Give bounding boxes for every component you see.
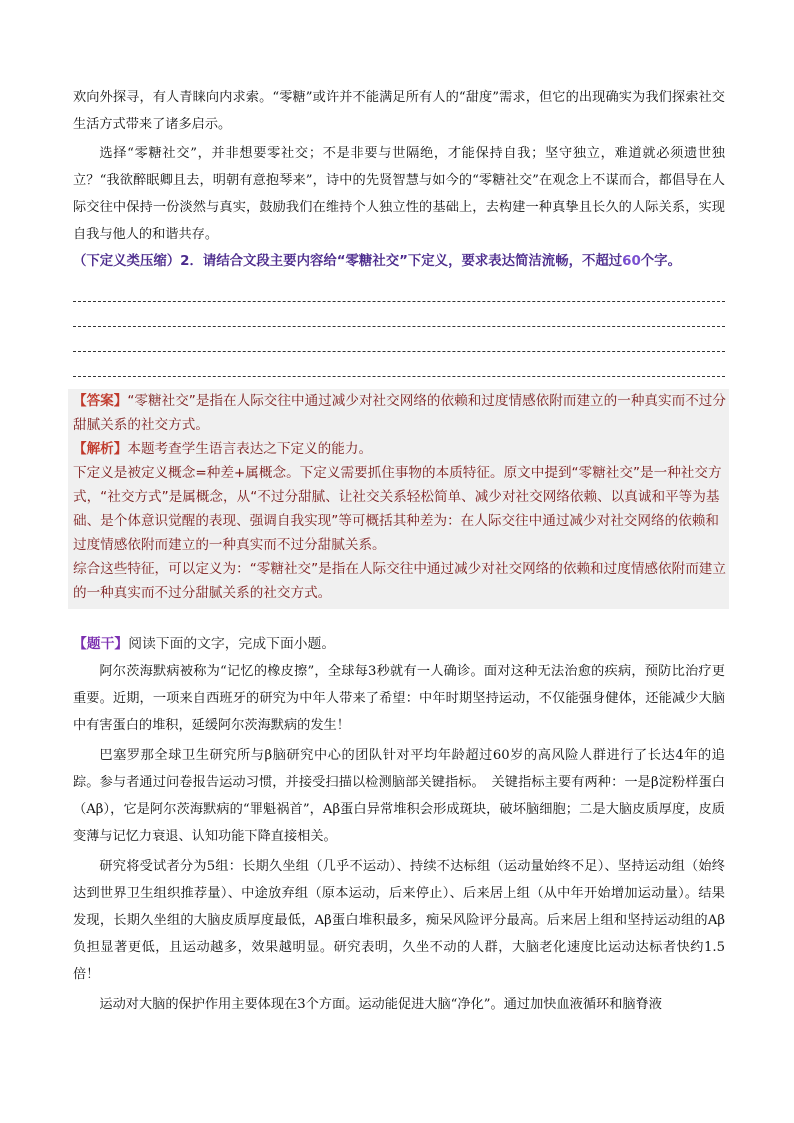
answer-row [73,389,729,437]
question-2 [73,249,725,275]
answer-blank-lines [73,277,725,377]
answer-text: “零糖社交”是指在人际交往中通过减少对社交网络的依赖和过度情感依附而建立的一种真实而不过分甜腻关系的社交方式。 [73,393,726,433]
passage2-paragraph-3: 研究将受试者分为5组：长期久坐组（几乎不运动）、持续不达标组（运动量始终不足）、坚持运动组（始终达到世界卫生组织推荐量）、中途放弃组（原本运动，后来停止）、后来居上组（从中年开始增加运动量）。结果发现，长期久坐组的大脑皮质厚度最低，Aβ蛋白堆积最多，痴呆风险评分最高。后来居上组和坚持运动组的Aβ负担显著更低，且运动越多，效果越明显。研究表明，久坐不动的人群，大脑老化速度比运动达标者快约1.5倍！ [73,859,725,982]
answer-analysis-box [68,389,729,609]
blank-line[interactable] [73,352,725,377]
passage2-paragraph-2: 巴塞罗那全球卫生研究所与β脑研究中心的团队针对平均年龄超过60岁的高风险人群进行了长达4年的追踪。参与者通过问卷报告运动习惯，并接受扫描以检测脑部关键指标。 关键指标主要有两种：一是β淀粉样蛋白（Aβ），它是阿尔茨海默病的“罪魁祸首”，Aβ蛋白异常堆积会形成斑块，破坏脑细胞；二是大脑皮质厚度，皮质变薄与记忆力衰退、认知功能下降直接相关。 [73,748,725,844]
analysis-tag: 【解析】 [73,441,128,457]
question-stem [73,631,725,657]
analysis-conclusion: 综合这些特征，可以定义为：“零糖社交”是指在人际交往中通过减少对社交网络的依赖和过度情感依附而建立的一种真实而不过分甜腻关系的社交方式。 [73,561,726,601]
stem-text: 阅读下面的文字，完成下面小题。 [128,636,336,652]
blank-line[interactable] [73,302,725,327]
question-prefix: （下定义类压缩）2．请结合文段主要内容给“零糖社交”下定义，要求表达简洁流畅，不超过 [73,254,623,269]
stem-tag: 【题干】 [73,636,129,652]
passage1-paragraph-2: 选择“零糖社交”，并非想要零社交；不是非要与世隔绝，才能保持自我；坚守独立，难道就必须遗世独立？“我欲醉眠卿且去，明朝有意抱琴来”，诗中的先贤智慧与如今的“零糖社交”在观念上不谋而合，都倡导在人际交往中保持一份淡然与真实，鼓励我们在维持个人独立性的基础上，去构建一种真挚且长久的人际关系，实现自我与他人的和谐共存。 [73,146,725,242]
passage2-paragraph-4: 运动对大脑的保护作用主要体现在3个方面。运动能促进大脑“净化”。通过加快血液循环和脑脊液 [99,997,662,1012]
passage2-paragraph-1: 阿尔茨海默病被称为“记忆的橡皮擦”，全球每3秒就有一人确诊。面对这种无法治愈的疾病，预防比治疗更重要。近期，一项来自西班牙的研究为中年人带来了希望：中年时期坚持运动，不仅能强身健体，还能减少大脑中有害蛋白的堆积，延缓阿尔茨海默病的发生！ [73,664,725,733]
analysis-body: 下定义是被定义概念=种差+属概念。下定义需要抓住事物的本质特征。原文中提到“零糖社交”是一种社交方式，“社交方式”是属概念，从“不过分甜腻、让社交关系轻松简单、减少对社交网络依赖、以真诚和平等为基础、是个体意识觉醒的表现、强调自我实现”等可概括其种差为：在人际交往中通过减少对社交网络的依赖和过度情感依附而建立的一种真实而不过分甜腻关系。 [73,465,722,553]
analysis-intro: 本题考查学生语言表达之下定义的能力。 [127,441,373,457]
blank-line[interactable] [73,277,725,302]
passage1-paragraph-1: 欢向外探寻，有人青睐向内求索。“零糖”或许并不能满足所有人的“甜度”需求，但它的出现确实为我们探索社交生活方式带来了诸多启示。 [73,90,725,132]
answer-tag: 【答案】 [73,393,128,409]
blank-line[interactable] [73,327,725,352]
question-suffix: 个字。 [640,254,681,269]
analysis-row [73,437,729,461]
question-word-limit: 60 [622,254,641,269]
document-page [73,84,725,1018]
